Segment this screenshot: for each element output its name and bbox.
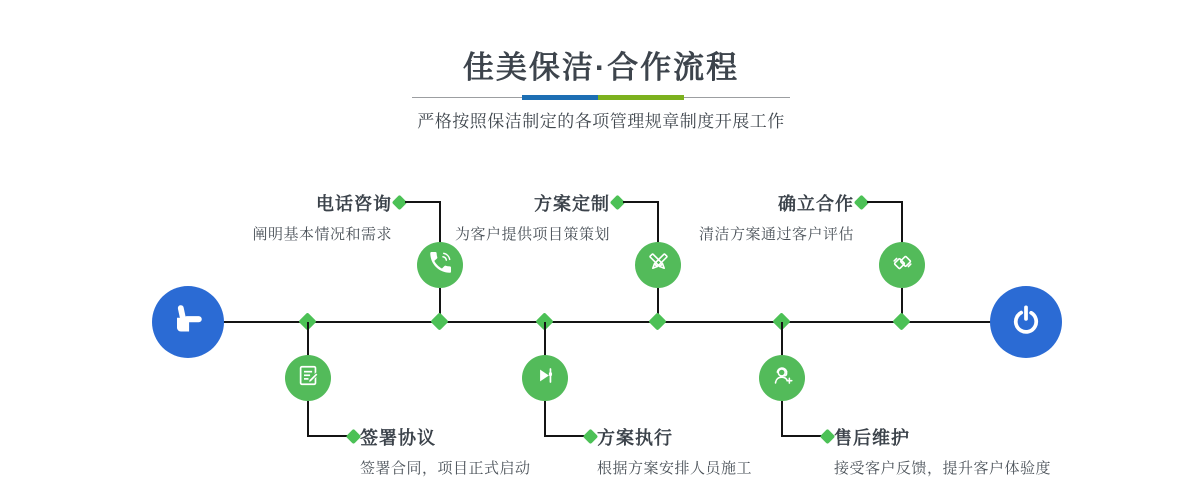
step-node-plan <box>635 242 681 288</box>
step-description: 阐明基本情况和需求 <box>252 226 392 243</box>
step-text <box>834 424 1134 478</box>
step-description: 根据方案安排人员施工 <box>597 460 753 477</box>
step-node-sign <box>285 355 331 401</box>
step-node-exec <box>522 355 568 401</box>
step-description: 签署合同，项目正式启动 <box>360 460 531 477</box>
phone-icon <box>427 249 454 281</box>
handshake-icon <box>889 249 916 281</box>
step-title: 方案执行 <box>597 428 673 448</box>
step-title: 确立合作 <box>778 194 854 214</box>
page-title: 佳美保洁·合作流程 <box>462 50 740 85</box>
timeline-diamond <box>430 312 448 330</box>
start-node <box>152 286 224 358</box>
step-text <box>554 190 854 244</box>
step-title: 签署协议 <box>360 428 436 448</box>
crossed-pencils-icon <box>645 249 672 281</box>
step-node-coop <box>879 242 925 288</box>
end-node <box>990 286 1062 358</box>
connector-line <box>544 322 546 356</box>
connector-line <box>544 401 546 437</box>
timeline-diamond <box>648 312 666 330</box>
timeline-line <box>223 321 991 323</box>
step-node-phone <box>417 242 463 288</box>
timeline-diamond <box>892 312 910 330</box>
step-description: 为客户提供项目策策划 <box>454 226 610 243</box>
connector-line <box>308 435 349 437</box>
customer-service-icon <box>769 362 796 394</box>
step-description: 接受客户反馈，提升客户体验度 <box>834 460 1052 477</box>
power-icon <box>1004 298 1048 347</box>
pointing-hand-icon <box>166 298 210 347</box>
step-node-aftersales <box>759 355 805 401</box>
connector-line <box>307 322 309 356</box>
play-progress-icon <box>532 362 559 394</box>
document-sign-icon <box>295 362 322 394</box>
connector-diamond <box>346 429 362 445</box>
step-description: 清洁方案通过客户评估 <box>698 226 854 243</box>
connector-line <box>781 322 783 356</box>
connector-line <box>901 202 903 243</box>
connector-line <box>307 401 309 437</box>
connector-line <box>782 435 823 437</box>
page-subtitle: 严格按照保洁制定的各项管理规章制度开展工作 <box>417 112 785 131</box>
connector-line <box>545 435 586 437</box>
step-title: 电话咨询 <box>316 194 392 214</box>
connector-line <box>867 201 903 203</box>
connector-line <box>781 401 783 437</box>
step-title: 方案定制 <box>534 194 610 214</box>
step-title: 售后维护 <box>834 428 910 448</box>
